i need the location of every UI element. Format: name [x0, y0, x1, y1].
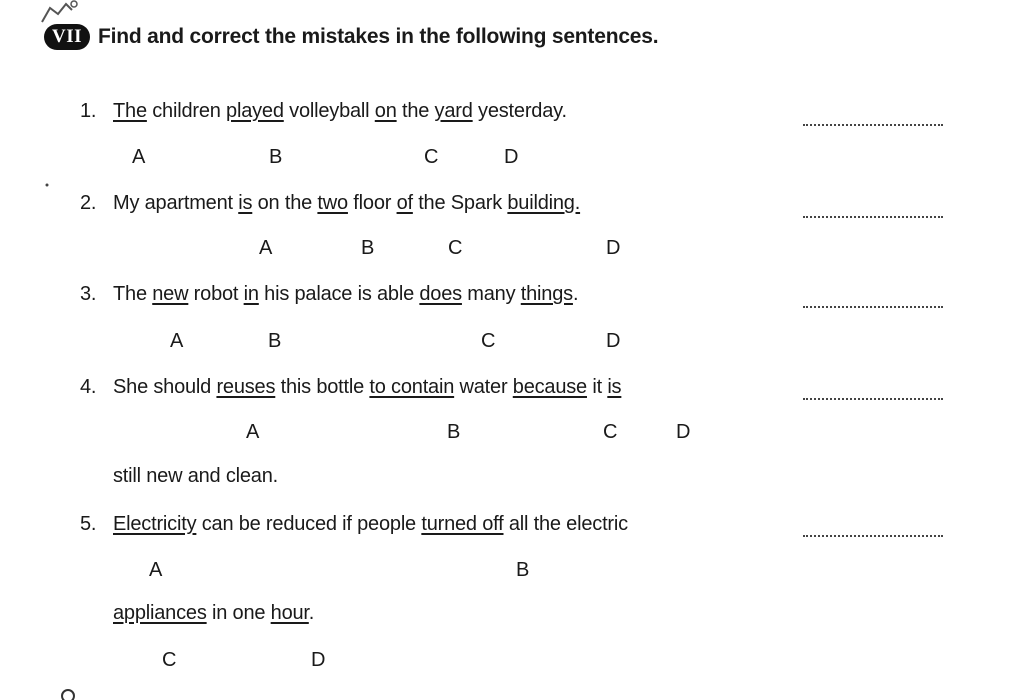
option-letter-c: C: [448, 237, 463, 259]
option-letter-c: C: [424, 146, 439, 168]
sentence-3: [80, 283, 578, 306]
underlined-part-d: yard: [434, 100, 473, 122]
sentence-text: on the: [252, 192, 318, 214]
sentence-text: yesterday.: [472, 100, 567, 122]
sentence-text: many: [461, 283, 521, 305]
underlined-part-a: The: [113, 100, 147, 122]
underlined-part-b: to contain: [369, 376, 455, 398]
sentence-text: his palace is able: [258, 283, 420, 305]
underlined-part-a: reuses: [216, 376, 276, 398]
sentence-5-continuation: [113, 602, 314, 625]
option-letter-c: C: [162, 649, 177, 671]
answer-blank-5[interactable]: [803, 535, 943, 537]
sentence-text: this bottle: [275, 376, 370, 398]
underlined-part-b: two: [317, 192, 348, 214]
sentence-text: She should: [113, 376, 217, 398]
sentence-text: children: [146, 100, 227, 122]
underlined-part-b: played: [226, 100, 284, 122]
option-letter-b: B: [268, 330, 282, 352]
underlined-part-d: is: [607, 376, 622, 398]
sentence-1: [80, 100, 567, 123]
sentence-text: all the electric: [503, 513, 628, 535]
exercise-header: [44, 24, 658, 50]
exercise-title: Find and correct the mistakes in the following sentences.: [98, 25, 659, 48]
sentence-number: 1.: [80, 100, 97, 122]
sentence-text: the: [396, 100, 435, 122]
sentence-number: 3.: [80, 283, 97, 305]
option-letter-d: D: [311, 649, 326, 671]
sentence-text: The: [113, 283, 153, 305]
underlined-part-d: building.: [507, 192, 581, 214]
option-letter-d: D: [606, 330, 621, 352]
sentence-2: [80, 192, 580, 215]
sentence-number: 5.: [80, 513, 97, 535]
underlined-part-c: of: [396, 192, 413, 214]
option-letter-b: B: [361, 237, 375, 259]
sentence-text: .: [308, 602, 315, 624]
underlined-part-a: is: [238, 192, 253, 214]
exercise-number-badge: VII: [44, 24, 90, 50]
page-mark-icon: [58, 684, 78, 700]
sentence-text: floor: [347, 192, 397, 214]
answer-blank-2[interactable]: [803, 216, 943, 218]
answer-blank-3[interactable]: [803, 306, 943, 308]
sentence-text: water: [454, 376, 513, 398]
sentence-text: volleyball: [283, 100, 375, 122]
option-letter-b: B: [516, 559, 530, 581]
option-letter-a: A: [246, 421, 260, 443]
underlined-part-c: on: [374, 100, 397, 122]
option-letter-a: A: [170, 330, 184, 352]
sentence-5: [80, 513, 628, 536]
sentence-number: 4.: [80, 376, 97, 398]
underlined-part-a: Electricity: [113, 513, 197, 535]
option-letter-d: D: [504, 146, 519, 168]
underlined-part-c: does: [419, 283, 462, 305]
underlined-part-d: hour: [270, 602, 309, 624]
corner-decoration-icon: [34, 0, 84, 24]
stray-mark-icon: [44, 182, 50, 188]
option-letter-c: C: [603, 421, 618, 443]
underlined-part-b: in: [243, 283, 259, 305]
sentence-text: My apartment: [113, 192, 239, 214]
sentence-text: it: [586, 376, 608, 398]
underlined-part-b: turned off: [421, 513, 504, 535]
sentence-text: in one: [206, 602, 271, 624]
sentence-4-continuation: still new and clean.: [113, 465, 278, 487]
underlined-part-d: things: [520, 283, 573, 305]
underlined-part-c: appliances: [113, 602, 207, 624]
sentence-4: [80, 376, 621, 399]
underlined-part-c: because: [512, 376, 587, 398]
option-letter-d: D: [606, 237, 621, 259]
option-letter-d: D: [676, 421, 691, 443]
answer-blank-1[interactable]: [803, 124, 943, 126]
underlined-part-a: new: [152, 283, 189, 305]
sentence-text: robot: [188, 283, 244, 305]
option-letter-a: A: [132, 146, 146, 168]
option-letter-b: B: [269, 146, 283, 168]
sentence-text: the Spark: [412, 192, 508, 214]
sentence-text: can be reduced if people: [196, 513, 422, 535]
sentence-number: 2.: [80, 192, 97, 214]
option-letter-a: A: [149, 559, 163, 581]
answer-blank-4[interactable]: [803, 398, 943, 400]
sentence-text: .: [572, 283, 579, 305]
option-letter-c: C: [481, 330, 496, 352]
option-letter-a: A: [259, 237, 273, 259]
option-letter-b: B: [447, 421, 461, 443]
